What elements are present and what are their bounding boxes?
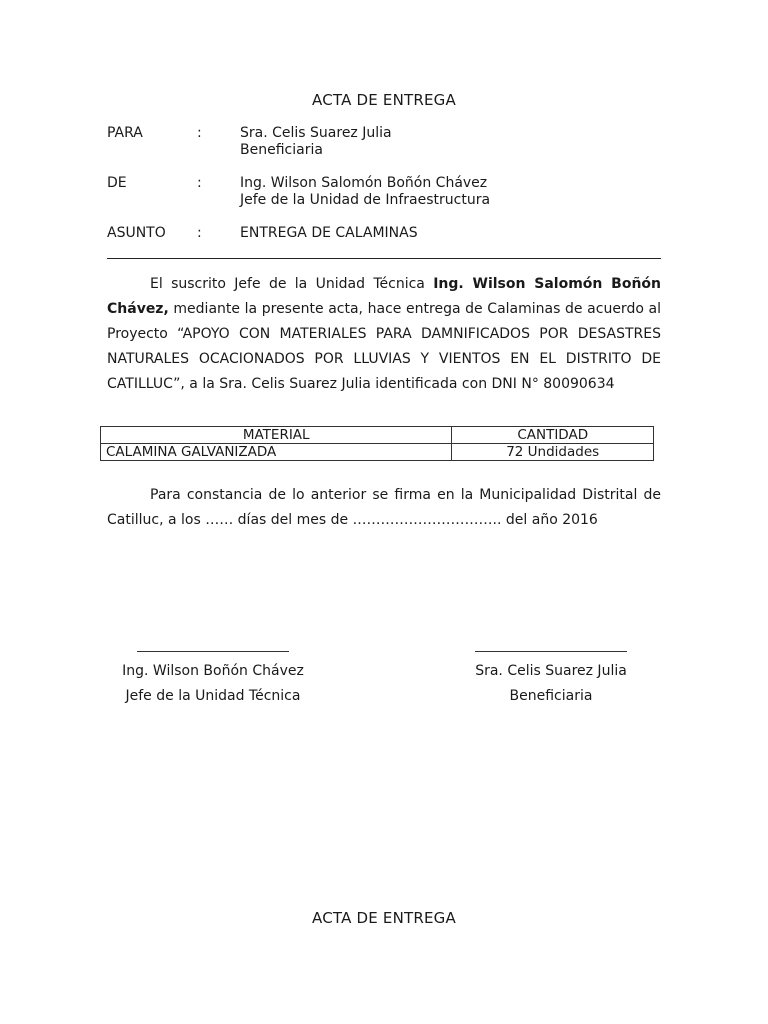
- next-page-title: ACTA DE ENTREGA: [312, 909, 456, 927]
- para-colon: :: [197, 125, 202, 141]
- asunto-label: ASUNTO: [107, 225, 166, 241]
- signature-right-role: Beneficiaria: [509, 688, 593, 704]
- paragraph1-lead: El suscrito Jefe de la Unidad Técnica: [150, 276, 434, 292]
- signature-line-left: [137, 651, 289, 652]
- signature-left-role: Jefe de la Unidad Técnica: [125, 688, 301, 704]
- de-sender-name: Ing. Wilson Salomón Boñón Chávez: [240, 175, 488, 191]
- signature-left-name: Ing. Wilson Boñón Chávez: [122, 663, 304, 679]
- table-row: [101, 444, 654, 461]
- paragraph1-rest: mediante la presente acta, hace entrega de Calaminas de acuerdo al Proyecto “APOYO CON MATERIALES PARA DAMNIFICADOS POR DESASTRES NATURALES OCACIONADOS POR LLUVIAS Y VIENTOS EN EL DISTRITO DE CATILLUC”, a la Sra. Celis Suarez Julia identificada con DNI N° 80090634: [107, 301, 661, 392]
- header-divider: [107, 258, 661, 259]
- table-header-material: MATERIAL: [101, 427, 452, 444]
- table-header-cantidad: CANTIDAD: [452, 427, 654, 444]
- para-value: [240, 125, 392, 159]
- de-sender-role: Jefe de la Unidad de Infraestructura: [240, 192, 491, 208]
- para-label: PARA: [107, 125, 143, 141]
- body-paragraph-1: [107, 272, 661, 397]
- table-header-row: [101, 427, 654, 444]
- asunto-value: ENTREGA DE CALAMINAS: [240, 225, 418, 241]
- signature-block-left: [83, 651, 343, 709]
- materials-table: [100, 426, 654, 461]
- de-label: DE: [107, 175, 127, 191]
- body-paragraph-2: [107, 483, 661, 533]
- table-cell-cantidad: 72 Undidades: [452, 444, 654, 461]
- table-cell-material: CALAMINA GALVANIZADA: [101, 444, 452, 461]
- asunto-colon: :: [197, 225, 202, 241]
- de-value: [240, 175, 490, 209]
- paragraph1-name-bold: Ing. Wilson Salomón Boñón Chávez,: [107, 276, 661, 317]
- signature-block-right: [421, 651, 681, 709]
- signature-line-right: [475, 651, 627, 652]
- para-recipient-role: Beneficiaria: [240, 142, 323, 158]
- signature-right-name: Sra. Celis Suarez Julia: [475, 663, 627, 679]
- document-title: ACTA DE ENTREGA: [312, 91, 456, 109]
- de-colon: :: [197, 175, 202, 191]
- paragraph2-text: Para constancia de lo anterior se firma en la Municipalidad Distrital de Catilluc, a los …… días del mes de ………………………….. del año 2016: [107, 487, 661, 528]
- para-recipient-name: Sra. Celis Suarez Julia: [240, 125, 392, 141]
